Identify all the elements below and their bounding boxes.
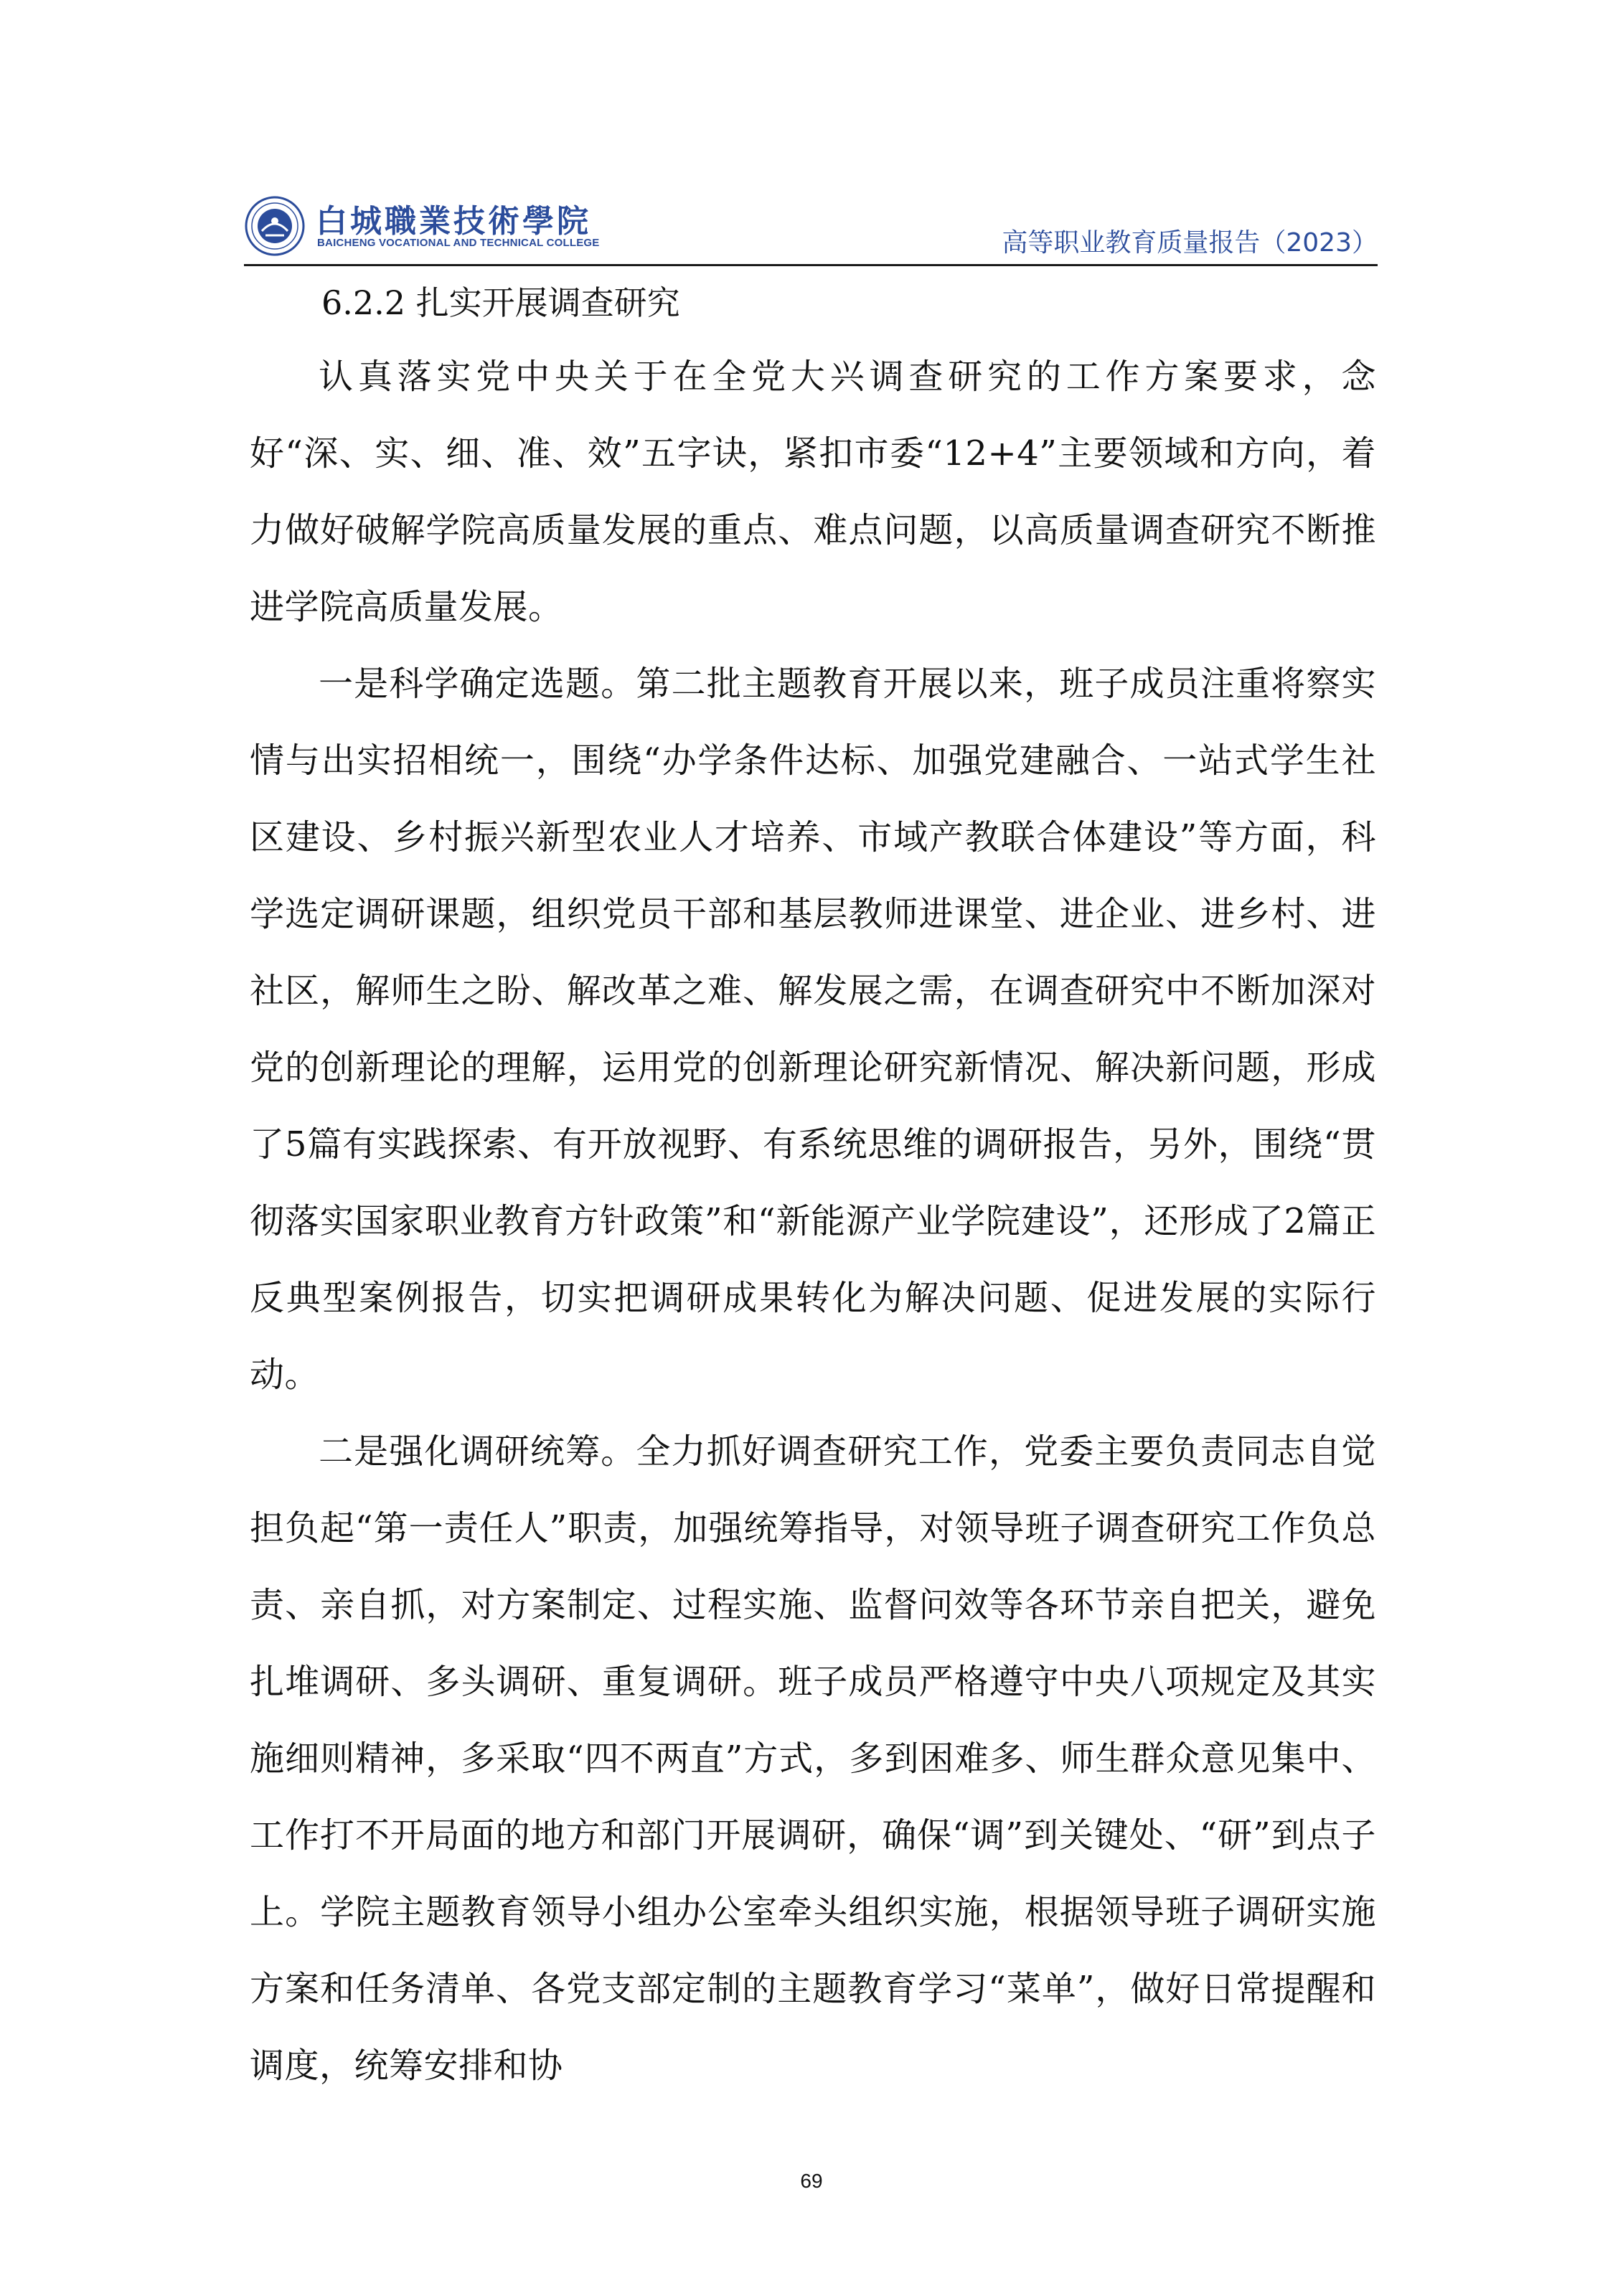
logo-chinese-name: 白城職業技術學院 <box>316 203 591 240</box>
college-logo <box>244 195 603 260</box>
section-heading: 6.2.2 扎实开展调查研究 <box>321 283 680 322</box>
college-emblem-icon <box>244 195 306 257</box>
report-title: 高等职业教育质量报告（2023） <box>1002 228 1378 258</box>
paragraph-topic-selection: 一是科学确定选题。第二批主题教育开展以来，班子成员注重将察实情与出实招相统一，围绕“办学条件达标、加强党建融合、一站式学生社区建设、乡村振兴新型农业人才培养、市域产教联合体建设”等方面，科学选定调研课题，组织党员干部和基层教师进课堂、进企业、进乡村、进社区，解师生之盼、解改革之难、解发展之需，在调查研究中不断加深对党的创新理论的理解，运用党的创新理论研究新情况、解决新问题，形成了5篇有实践探索、有开放视野、有系统思维的调研报告，另外，围绕“贯彻落实国家职业教育方针政策”和“新能源产业学院建设”，还形成了2篇正反典型案例报告，切实把调研成果转化为解决问题、促进发展的实际行动。 <box>250 664 1376 1395</box>
logo-english-name: BAICHENG VOCATIONAL AND TECHNICAL COLLEGE <box>317 237 600 249</box>
page-number: 69 <box>800 2170 823 2192</box>
paragraph-intro: 认真落实党中央关于在全党大兴调查研究的工作方案要求，念好“深、实、细、准、效”五字诀，紧扣市委“12+4”主要领域和方向，着力做好破解学院高质量发展的重点、难点问题，以高质量调查研究不断推进学院高质量发展。 <box>250 357 1376 627</box>
page-header <box>244 188 1378 267</box>
main-content <box>250 267 1376 2104</box>
header-divider <box>244 264 1378 266</box>
paragraph-research-coordination: 二是强化调研统筹。全力抓好调查研究工作，党委主要负责同志自觉担负起“第一责任人”职责，加强统筹指导，对领导班子调查研究工作负总责、亲自抓，对方案制定、过程实施、监督问效等各环节亲自把关，避免扎堆调研、多头调研、重复调研。班子成员严格遵守中央八项规定及其实施细则精神，多采取“四不两直”方式，多到困难多、师生群众意见集中、工作打不开局面的地方和部门开展调研，确保“调”到关键处、“研”到点子上。学院主题教育领导小组办公室牵头组织实施，根据领导班子调研实施方案和任务清单、各党支部定制的主题教育学习“菜单”，做好日常提醒和调度，统筹安排和协 <box>250 1431 1376 2086</box>
